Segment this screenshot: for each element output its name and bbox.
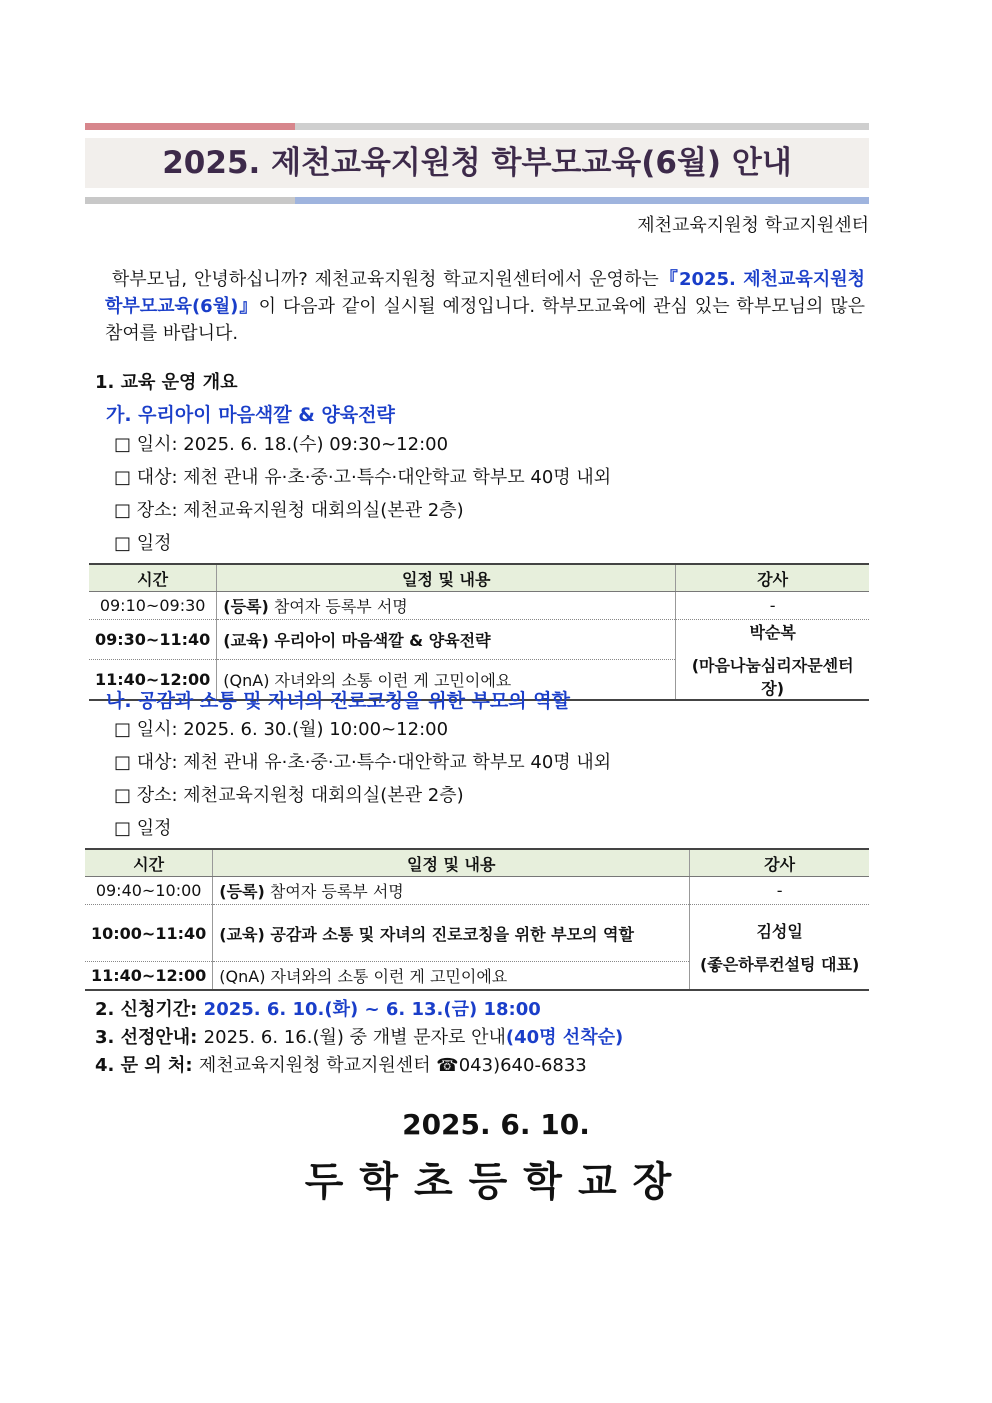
instructor-cell <box>676 620 869 701</box>
program-b-schedule-label: □ 일정 <box>114 818 172 839</box>
program-a-schedule-table <box>89 563 869 701</box>
title-bar-top <box>295 123 869 130</box>
program-a-target: □ 대상: 제천 관내 유·초·중·고·특수·대안학교 학부모 40명 내외 <box>114 467 612 488</box>
section-heading: 1. 교육 운영 개요 <box>95 372 238 393</box>
table-row <box>89 620 869 660</box>
apply-value: 2025. 6. 10.(화) ~ 6. 13.(금) 18:00 <box>203 999 541 1020</box>
program-b-schedule-table <box>85 848 869 991</box>
document-date: 2025. 6. 10. <box>402 1108 590 1141</box>
row-time: 09:30~11:40 <box>89 620 217 660</box>
table-row <box>89 592 869 620</box>
table-row <box>85 877 869 905</box>
table-header-row <box>85 849 869 877</box>
row-time: 09:10~09:30 <box>89 592 217 620</box>
selection-info <box>95 1023 623 1049</box>
header-time: 시간 <box>85 849 213 877</box>
program-b-target: □ 대상: 제천 관내 유·초·중·고·특수·대안학교 학부모 40명 내외 <box>114 752 612 773</box>
instructor-name: 박순복 <box>749 623 796 642</box>
program-a-title: 가. 우리아이 마음색깔 & 양육전략 <box>106 404 395 426</box>
page-title: 2025. 제천교육지원청 학부모교육(6월) 안내 <box>162 145 792 181</box>
row-time: 09:40~10:00 <box>85 877 213 905</box>
row-content: (교육) 공감과 소통 및 자녀의 진로코칭을 위한 부모의 역할 <box>213 905 690 962</box>
apply-label: 2. 신청기간: <box>95 999 198 1020</box>
title-bar-bottom-accent <box>295 197 869 204</box>
intro-text-1: 학부모님, 안녕하십니까? 제천교육지원청 학교지원센터에서 운영하는 <box>111 269 659 290</box>
apply-period <box>95 995 541 1021</box>
select-label: 3. 선정안내: <box>95 1027 198 1048</box>
instructor-cell <box>690 905 869 991</box>
row-content: (등록) 참여자 등록부 서명 <box>217 592 676 620</box>
program-a-place: □ 장소: 제천교육지원청 대회의실(본관 2층) <box>114 500 464 521</box>
program-b-date: □ 일시: 2025. 6. 30.(월) 10:00~12:00 <box>114 719 449 740</box>
row-time: 10:00~11:40 <box>85 905 213 962</box>
select-note: (40명 선착순) <box>505 1027 624 1048</box>
contact-info <box>95 1051 587 1077</box>
intro-paragraph <box>105 266 865 347</box>
program-a-schedule-label: □ 일정 <box>114 533 172 554</box>
organization: 제천교육지원청 학교지원센터 <box>637 215 869 236</box>
row-instructor: - <box>690 877 869 905</box>
header-instructor: 강사 <box>690 849 869 877</box>
select-value: 2025. 6. 16.(월) 중 개별 문자로 안내 <box>203 1027 506 1048</box>
row-content: (등록) 참여자 등록부 서명 <box>213 877 690 905</box>
header-instructor: 강사 <box>676 564 869 592</box>
title-bar-top-accent <box>85 123 295 130</box>
row-time: 11:40~12:00 <box>85 962 213 991</box>
instructor-org: (마음나눔심리자문센터장) <box>691 656 854 698</box>
row-content: (QnA) 자녀와의 소통 이런 게 고민이에요 <box>217 659 676 700</box>
row-time: 11:40~12:00 <box>89 659 217 700</box>
table-row <box>85 905 869 962</box>
intro-text-2: 이 다음과 같이 실시될 예정입니다. 학부모교육에 관심 있는 학부모님의 많은 참여를 바랍니다. <box>105 296 865 344</box>
row-content: (교육) 우리아이 마음색깔 & 양육전략 <box>217 620 676 660</box>
issuer-signature: 두학초등학교장 <box>304 1159 688 1205</box>
contact-label: 4. 문 의 처: <box>95 1055 193 1076</box>
contact-value: 제천교육지원청 학교지원센터 ☎043)640-6833 <box>198 1055 587 1076</box>
title-bar-bottom <box>85 197 295 204</box>
intro-highlight: 『2025. 제천교육지원청 학부모교육(6월)』 <box>105 269 865 317</box>
table-header-row <box>89 564 869 592</box>
instructor-name: 김성일 <box>756 922 803 941</box>
program-b-title: 나. 공감과 소통 및 자녀의 진로코칭을 위한 부모의 역할 <box>106 690 570 712</box>
header-content: 일정 및 내용 <box>213 849 690 877</box>
row-content: (QnA) 자녀와의 소통 이런 게 고민이에요 <box>213 962 690 991</box>
row-instructor: - <box>676 592 869 620</box>
header-content: 일정 및 내용 <box>217 564 676 592</box>
header-time: 시간 <box>89 564 217 592</box>
program-b-place: □ 장소: 제천교육지원청 대회의실(본관 2층) <box>114 785 464 806</box>
program-a-date: □ 일시: 2025. 6. 18.(수) 09:30~12:00 <box>114 434 449 455</box>
instructor-org: (좋은하루컨설팅 대표) <box>699 955 860 974</box>
